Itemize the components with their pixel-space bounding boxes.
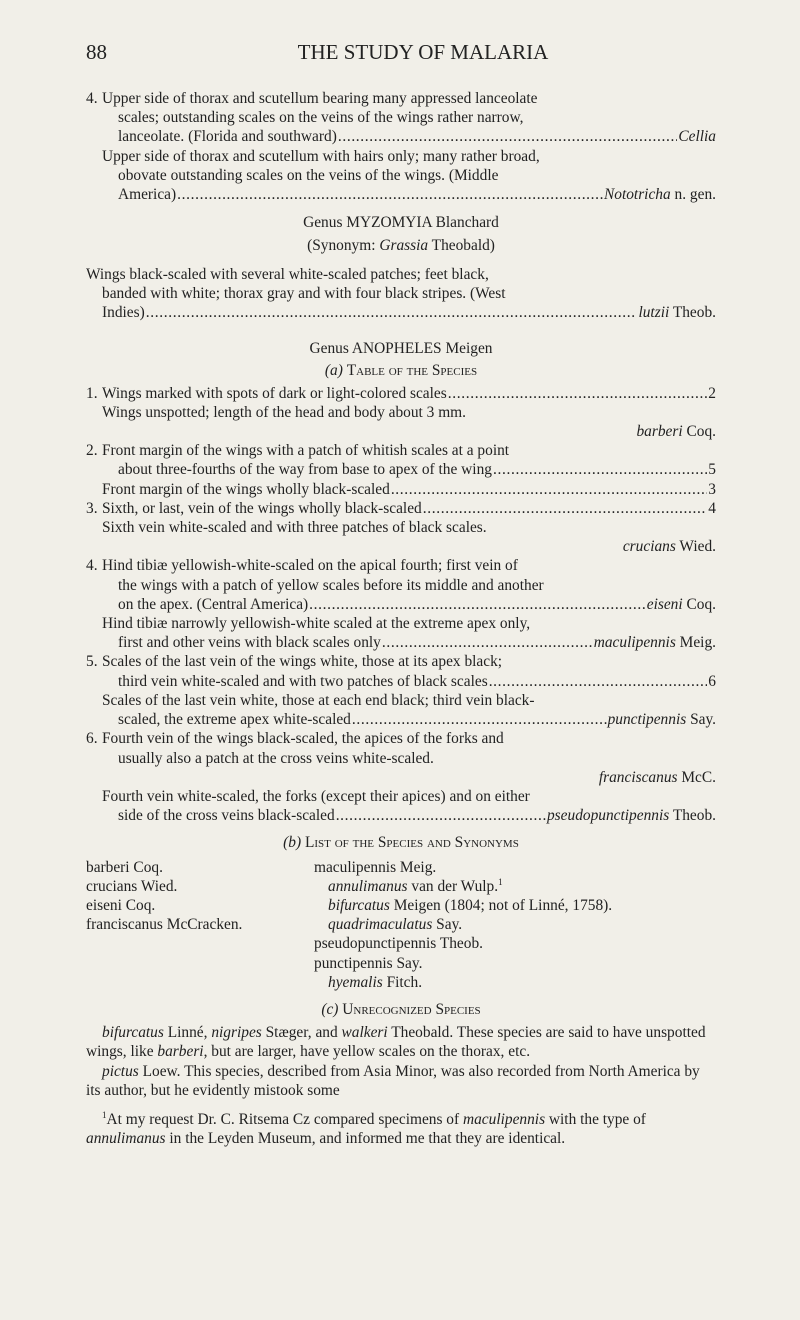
species-list-item: eiseni Coq. xyxy=(86,896,156,914)
dot-leader xyxy=(493,460,707,479)
section-title: Table of the Species xyxy=(346,362,478,380)
author-text: Say. xyxy=(686,711,716,729)
species-name: barberi xyxy=(636,423,683,441)
text-line: the wings with a patch of yellow scales before its middle and another xyxy=(118,576,544,594)
entry-number: 2. xyxy=(86,442,98,460)
leader-line xyxy=(86,303,716,322)
text-line: scaled, the extreme apex white-scaled xyxy=(118,711,351,729)
entry-number: 4. xyxy=(86,90,98,107)
couplet-ref: 3 xyxy=(708,480,716,498)
unrecognized-heading xyxy=(86,1000,716,1019)
author-text: Coq. xyxy=(682,595,716,613)
leader-line xyxy=(102,127,716,146)
species-name: nigripes xyxy=(211,1024,262,1042)
species-name: annulimanus xyxy=(86,1130,166,1148)
unrecognized-paragraph xyxy=(86,1023,716,1061)
author-text: Fitch. xyxy=(382,973,423,991)
genus-name: Cellia xyxy=(678,128,716,146)
running-head xyxy=(86,40,740,74)
species-name: maculipennis xyxy=(593,634,676,652)
species-name: franciscanus xyxy=(598,768,678,786)
anopheles-entry-3 xyxy=(86,499,716,557)
species-name: crucians xyxy=(622,538,676,556)
genus-heading: Genus MYZOMYIA Blanchard xyxy=(303,214,499,232)
text-span: Theobald) xyxy=(428,237,495,255)
author-text: Theob. xyxy=(669,304,716,322)
species-name: punctipennis xyxy=(607,711,687,729)
page-number: 88 xyxy=(86,40,107,64)
text-span: , but are larger, have yellow scales on the thorax, etc. xyxy=(203,1043,531,1061)
text-line: scales; outstanding scales on the veins of the wings rather narrow, xyxy=(118,109,524,127)
dot-leader xyxy=(489,672,708,691)
dot-leader xyxy=(309,595,646,614)
synonym-item xyxy=(314,915,716,934)
synonym-item: pseudopunctipennis Theob. xyxy=(314,935,483,953)
key-entry-4-top xyxy=(86,89,716,147)
author-text: Theob. xyxy=(669,807,716,825)
anopheles-entry-4 xyxy=(86,556,716,652)
genus-name: Nototricha xyxy=(603,186,671,204)
footnote xyxy=(86,1110,716,1148)
synonym-column xyxy=(314,858,716,992)
section-label: (a) xyxy=(324,362,343,380)
entry-number: 5. xyxy=(86,653,98,671)
text-line: Hind tibiæ yellowish-white-scaled on the apical fourth; first vein of xyxy=(102,557,518,575)
dot-leader xyxy=(448,384,708,403)
anopheles-entry-5 xyxy=(86,652,716,729)
running-title: THE STUDY OF MALARIA xyxy=(297,40,549,64)
species-list-item: franciscanus McCracken. xyxy=(86,916,243,934)
text-line: Upper side of thorax and scutellum bearing many appressed lanceolate xyxy=(102,90,538,107)
text-line: Sixth vein white-scaled and with three patches of black scales. xyxy=(102,519,487,537)
text-line: first and other veins with black scales only xyxy=(118,634,381,652)
text-span: with the type of xyxy=(545,1110,646,1128)
section-title: Unrecognized Species xyxy=(342,1000,481,1018)
text-line: Front margin of the wings with a patch of whitish scales at a point xyxy=(102,442,510,460)
author-text: n. gen. xyxy=(670,186,716,204)
dot-leader xyxy=(146,303,638,322)
author-text: Meig. xyxy=(675,634,716,652)
synonym-name: bifurcatus xyxy=(328,896,390,914)
synonym-list xyxy=(86,858,716,992)
couplet-ref: 2 xyxy=(708,384,716,402)
synonym-item xyxy=(314,896,716,915)
text-span: in the Leyden Museum, and informed me that they are identical. xyxy=(165,1130,566,1148)
species-name: eiseni xyxy=(646,595,683,613)
couplet-ref: 6 xyxy=(708,672,716,690)
entry-number: 4. xyxy=(86,557,98,575)
author-text: Say. xyxy=(432,916,463,934)
synonym-name: annulimanus xyxy=(328,877,408,895)
anopheles-entry-2 xyxy=(86,441,716,499)
dot-leader xyxy=(382,633,593,652)
text-line: Sixth, or last, vein of the wings wholly black-scaled xyxy=(102,499,422,517)
text-line: usually also a patch at the cross veins white-scaled. xyxy=(118,749,434,767)
species-name: walkeri xyxy=(341,1024,388,1042)
synonym-name: hyemalis xyxy=(328,973,383,991)
text-span: Loew. This species, described from Asia Minor, was also recorded from North America by its author, but he evidently mistook some xyxy=(86,1062,700,1099)
text-line: lanceolate. (Florida and southward) xyxy=(118,128,337,146)
species-name: bifurcatus xyxy=(102,1024,164,1042)
text-line: banded with white; thorax gray and with four black stripes. (West xyxy=(102,284,506,302)
text-line: about three-fourths of the way from base to apex of the wing xyxy=(118,461,492,479)
pictus-paragraph xyxy=(86,1062,716,1100)
anopheles-entry-1 xyxy=(86,384,716,442)
text-line: Scales of the last vein white, those at each end black; third vein black- xyxy=(102,691,535,709)
text-span: Theobald. These species are said to have unspotted wings, like xyxy=(86,1024,706,1061)
page-body xyxy=(86,89,716,1148)
author-text: Meigen (1804; not of Linné, 1758). xyxy=(389,896,613,914)
leader-line xyxy=(102,185,716,204)
text-span: At my request Dr. C. Ritsema Cz compared specimens of xyxy=(106,1110,463,1128)
text-line: Scales of the last vein of the wings white, those at its apex black; xyxy=(102,653,503,671)
dot-leader xyxy=(423,499,708,518)
dot-leader xyxy=(336,806,546,825)
text-line: Front margin of the wings wholly black-scaled xyxy=(102,480,390,498)
genus-heading: Genus ANOPHELES Meigen xyxy=(309,340,493,358)
text-line: Upper side of thorax and scutellum with hairs only; many rather broad, xyxy=(102,147,540,165)
text-span: Stæger, and xyxy=(261,1024,342,1042)
species-list-item: crucians Wied. xyxy=(86,877,178,895)
synonym-item xyxy=(314,877,716,896)
footnote-marker: 1 xyxy=(102,1109,107,1120)
author-text: McC. xyxy=(677,768,716,786)
species-column xyxy=(86,858,314,992)
anopheles-entry-6 xyxy=(86,729,716,825)
synonym-item: maculipennis Meig. xyxy=(314,858,437,876)
section-title: List of the Species and Synonyms xyxy=(304,834,519,852)
dot-leader xyxy=(352,710,607,729)
synonym-line xyxy=(86,236,716,255)
species-name: lutzii xyxy=(638,304,670,322)
key-entry-4-alt xyxy=(86,147,716,205)
text-line: on the apex. (Central America) xyxy=(118,595,309,613)
species-name: pictus xyxy=(102,1062,139,1080)
couplet-ref: 4 xyxy=(708,499,716,517)
text-line: Wings black-scaled with several white-scaled patches; feet black, xyxy=(86,265,489,283)
text-line: Fourth vein of the wings black-scaled, the apices of the forks and xyxy=(102,730,504,748)
genus-name: Grassia xyxy=(379,237,429,255)
myzomyia-description xyxy=(86,265,716,323)
dot-leader xyxy=(338,127,678,146)
text-line: Hind tibiæ narrowly yellowish-white scaled at the extreme apex only, xyxy=(102,615,531,633)
synonym-item xyxy=(314,973,716,992)
species-list-item: barberi Coq. xyxy=(86,858,163,876)
text-span: Linné, xyxy=(163,1024,212,1042)
dot-leader xyxy=(177,185,603,204)
text-line: Wings marked with spots of dark or light-colored scales xyxy=(102,384,447,402)
entry-number: 1. xyxy=(86,384,98,402)
text-span: (Synonym: xyxy=(307,237,380,255)
synonym-name: quadrimaculatus xyxy=(328,916,433,934)
section-label: (c) xyxy=(321,1000,339,1018)
dot-leader xyxy=(391,480,707,499)
synonyms-heading xyxy=(86,833,716,852)
text-line: Indies) xyxy=(102,304,145,322)
text-line: third vein white-scaled and with two patches of black scales xyxy=(118,672,488,690)
text-line: side of the cross veins black-scaled xyxy=(118,807,335,825)
text-line: obovate outstanding scales on the veins of the wings. (Middle xyxy=(118,166,499,184)
entry-number: 3. xyxy=(86,499,98,517)
author-text: Coq. xyxy=(682,423,716,441)
text-line: Fourth vein white-scaled, the forks (except their apices) and on either xyxy=(102,787,530,805)
table-heading xyxy=(86,361,716,380)
footnote-marker: 1 xyxy=(498,876,503,887)
entry-number: 6. xyxy=(86,730,98,748)
species-name: pseudopunctipennis xyxy=(546,807,670,825)
species-name: barberi xyxy=(157,1043,204,1061)
author-text: Wied. xyxy=(675,538,716,556)
section-label: (b) xyxy=(283,834,302,852)
text-line: America) xyxy=(118,186,177,204)
author-text: van der Wulp. xyxy=(407,877,499,895)
species-name: maculipennis xyxy=(462,1110,546,1128)
text-line: Wings unspotted; length of the head and body about 3 mm. xyxy=(102,403,466,421)
synonym-item: punctipennis Say. xyxy=(314,954,423,972)
couplet-ref: 5 xyxy=(708,461,716,479)
